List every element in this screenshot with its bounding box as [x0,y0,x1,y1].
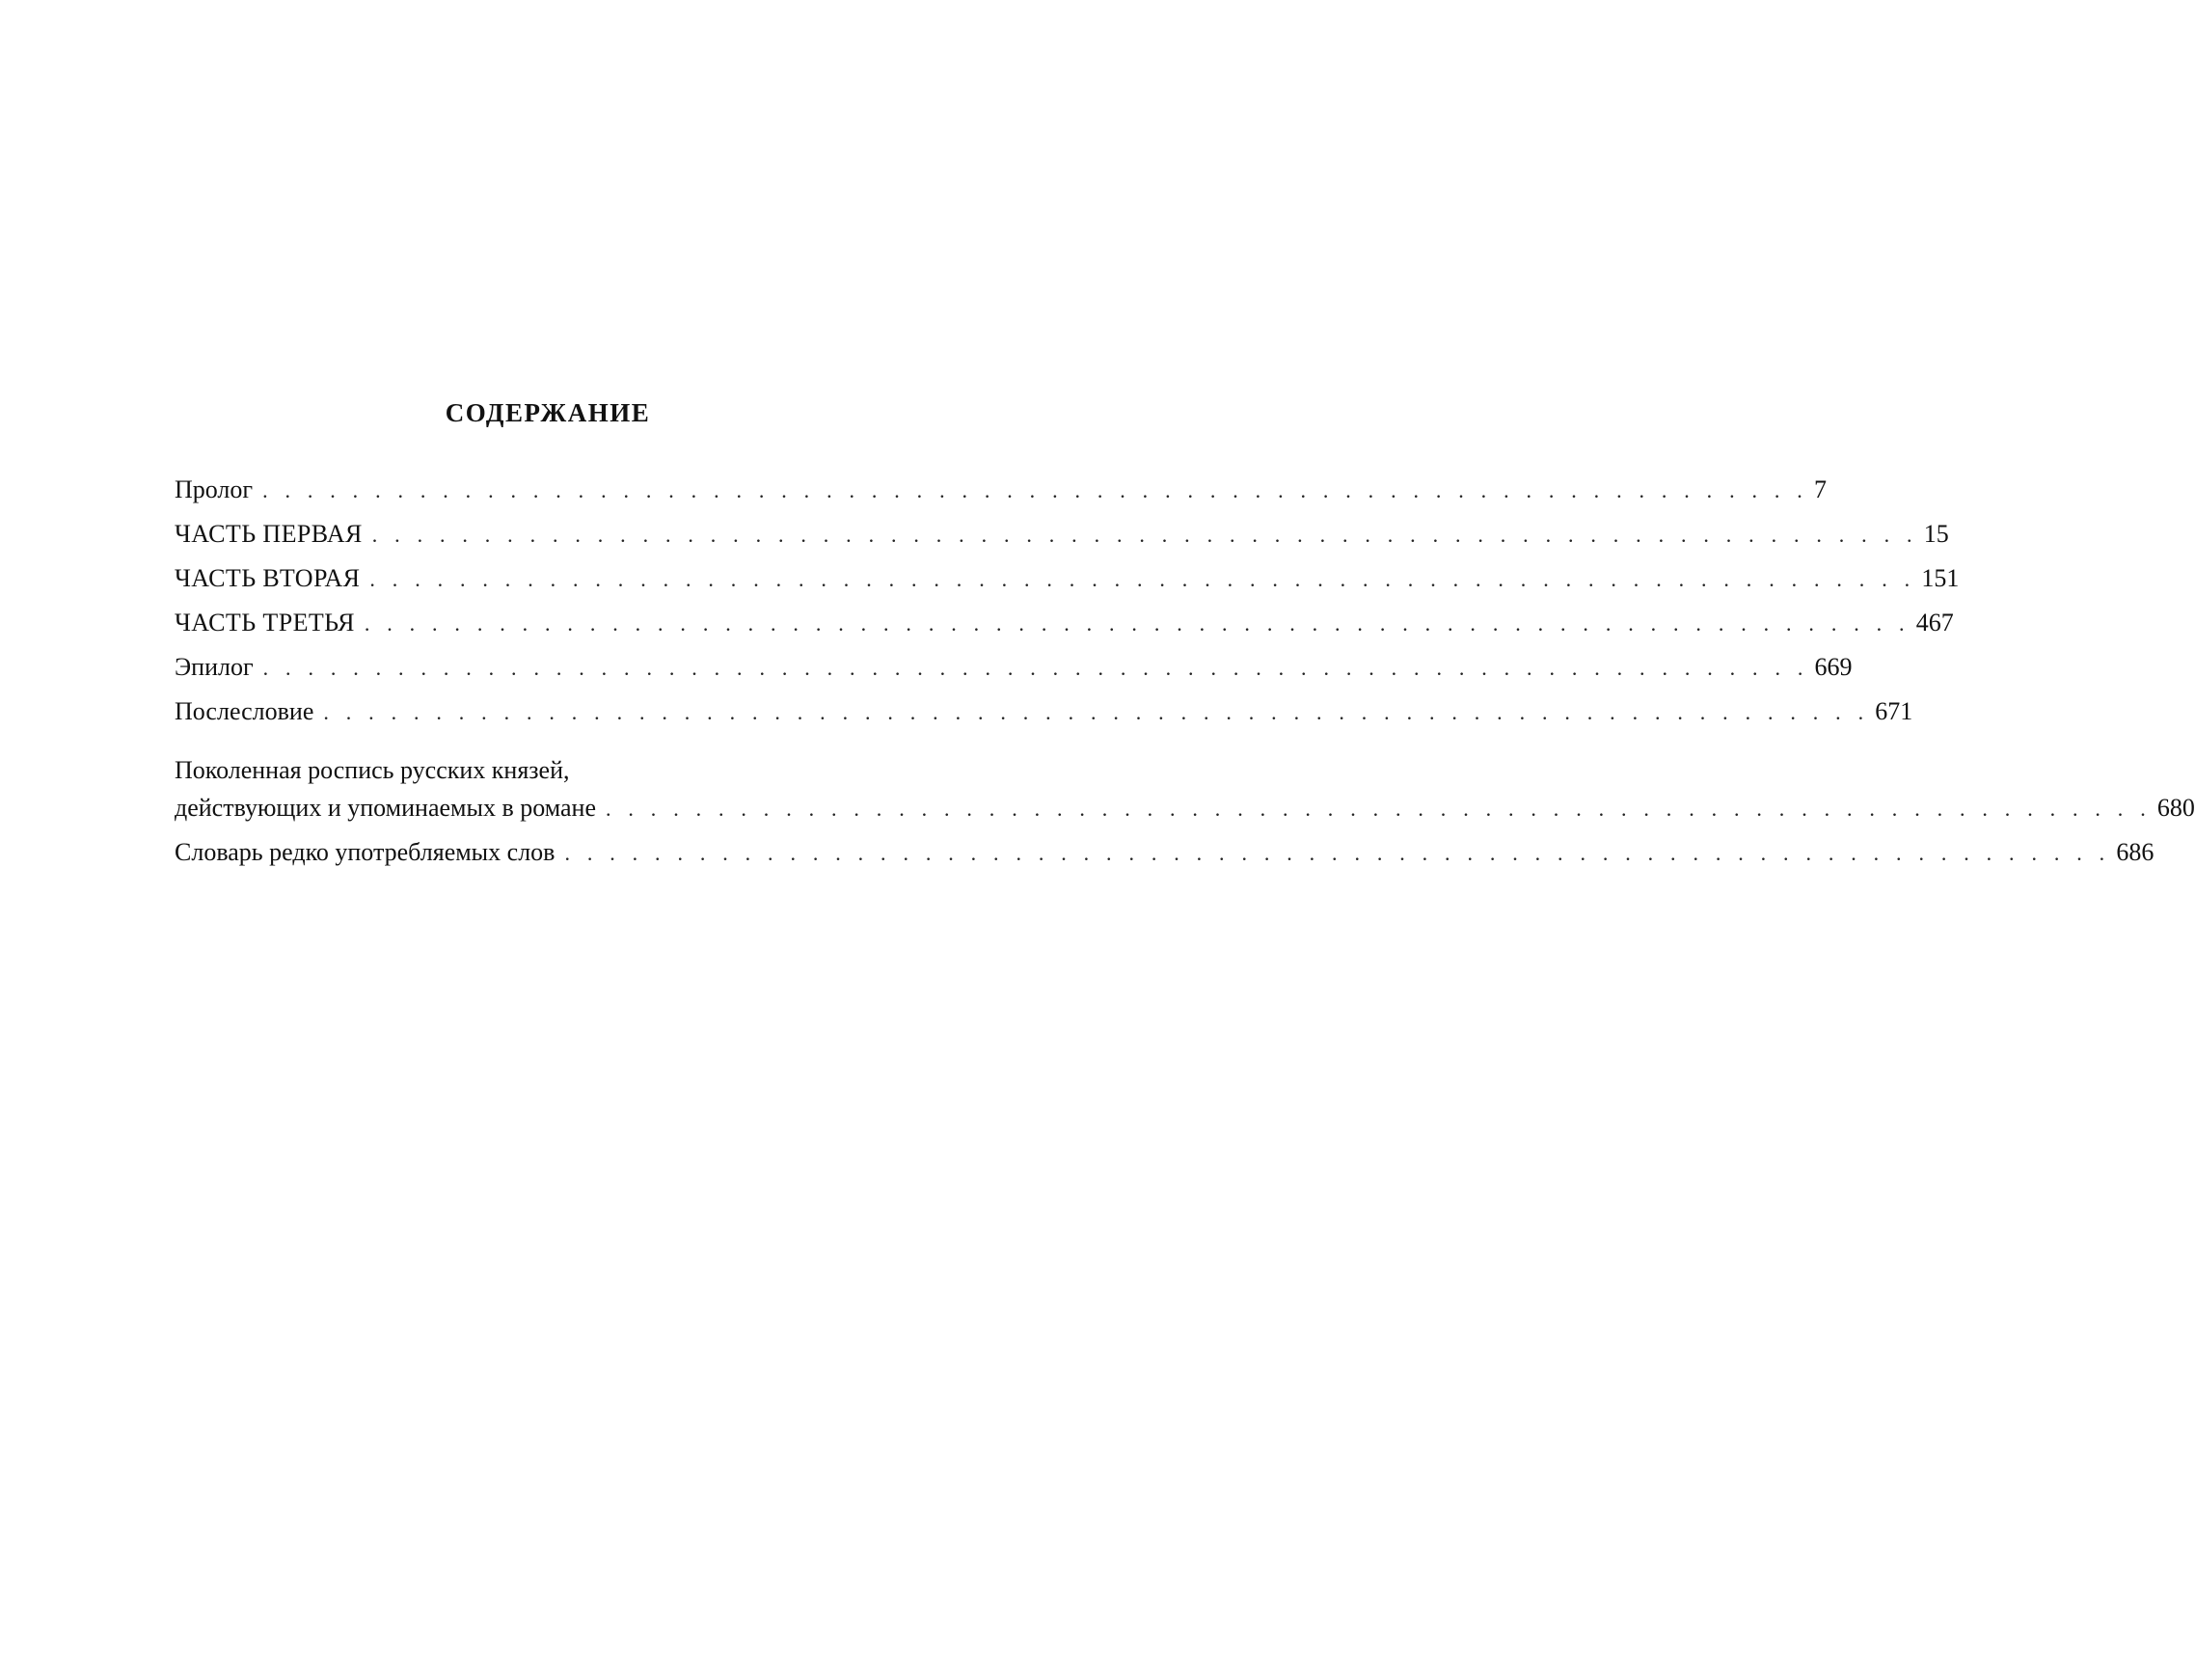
toc-entry-label: ЧАСТЬ ПЕРВАЯ [175,520,363,548]
dot-leader: . . . . . . . . . . . . . . . . . . . . . . . . . . . . . . . . . . . . . . . . . . . . . . . . . . . . . . . . . . . . . . . . . . . . . [606,797,2152,821]
dot-leader: . . . . . . . . . . . . . . . . . . . . . . . . . . . . . . . . . . . . . . . . . . . . . . . . . . . . . . . . . . . . . . . . . . . . . [564,841,2111,865]
toc-entry [175,756,2195,823]
toc-entry-label-line2: действующих и упоминаемых в романе [175,794,596,822]
dot-leader: . . . . . . . . . . . . . . . . . . . . . . . . . . . . . . . . . . . . . . . . . . . . . . . . . . . . . . . . . . . . . . . . . . . . . [364,611,1910,636]
toc-entry-label-line1: Поколенная роспись русских князей, [175,756,570,784]
dot-leader: . . . . . . . . . . . . . . . . . . . . . . . . . . . . . . . . . . . . . . . . . . . . . . . . . . . . . . . . . . . . . . . . . . . . . [369,567,1916,591]
toc-title: СОДЕРЖАНИЕ [445,398,651,427]
toc-entry-page: 669 [1814,653,1853,681]
toc-entry [175,609,1954,637]
dot-leader: . . . . . . . . . . . . . . . . . . . . . . . . . . . . . . . . . . . . . . . . . . . . . . . . . . . . . . . . . . . . . . . . . . . . . [262,656,1809,680]
toc-entry [175,697,1913,726]
toc-entry-page: 151 [1921,564,1960,592]
toc-entry-label: Пролог [175,475,254,503]
toc-entry-page: 671 [1875,697,1913,725]
dot-leader: . . . . . . . . . . . . . . . . . . . . . . . . . . . . . . . . . . . . . . . . . . . . . . . . . . . . . . . . . . . . . . . . . . . . . [323,700,1870,724]
toc-entry [175,838,2154,867]
toc-entry-page: 467 [1915,609,1954,637]
toc-entry [175,520,1949,549]
dot-leader: . . . . . . . . . . . . . . . . . . . . . . . . . . . . . . . . . . . . . . . . . . . . . . . . . . . . . . . . . . . . . . . . . . . . . [262,478,1808,502]
toc-entry-label: Эпилог [175,653,254,681]
toc-entry-label: ЧАСТЬ ТРЕТЬЯ [175,609,355,637]
toc-entry [175,564,1960,593]
toc-entry [175,475,1827,504]
toc-entry-label: Послесловие [175,697,314,725]
toc-list [175,475,2195,867]
toc-entry [175,653,1853,682]
toc-entry-label: ЧАСТЬ ВТОРАЯ [175,564,361,592]
toc-entry-page: 680 [2156,794,2195,822]
toc-entry-label: Словарь редко употребляемых слов [175,838,556,866]
toc-entry-page: 7 [1813,475,1827,503]
toc-entry-page: 15 [1923,520,1949,548]
dot-leader: . . . . . . . . . . . . . . . . . . . . . . . . . . . . . . . . . . . . . . . . . . . . . . . . . . . . . . . . . . . . . . . . . . . . . [371,523,1918,547]
toc-entry-page: 686 [2116,838,2154,866]
